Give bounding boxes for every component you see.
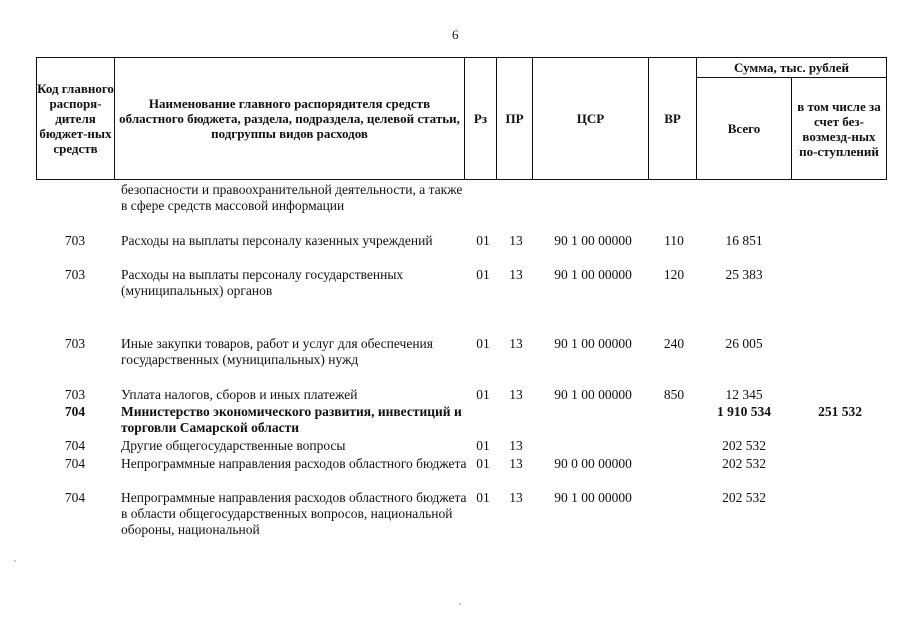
header-code: Код главного распоря-дителя бюджет-ных средств: [37, 81, 114, 156]
row-csr: 90 1 00 00000: [554, 387, 632, 402]
row-pr: 13: [509, 267, 523, 282]
row-code: 703: [64, 387, 86, 402]
header-border-right: [886, 57, 887, 180]
row-name: Иные закупки товаров, работ и услуг для обеспечения государственных (муниципальных) нужд: [121, 336, 433, 367]
row-vr: 240: [663, 336, 685, 351]
row-csr: 90 1 00 00000: [554, 490, 632, 505]
row-code: 704: [64, 404, 86, 419]
row-total: 25 383: [725, 267, 763, 282]
row-csr: 90 1 00 00000: [554, 336, 632, 351]
page-number: 6: [452, 27, 459, 42]
row-name: Непрограммные направления расходов областного бюджета в области общегосударственных вопросов, национальной обороны, национальной: [121, 490, 467, 537]
row-rz: 01: [476, 233, 490, 248]
row-name: Расходы на выплаты персоналу казенных учреждений: [121, 233, 433, 248]
row-name: безопасности и правоохранительной деятельности, а также в сфере средств массовой информации: [121, 182, 463, 213]
scan-speck: [14, 560, 16, 562]
row-csr: 90 1 00 00000: [554, 267, 632, 282]
row-rz: 01: [476, 490, 490, 505]
row-vr: 120: [663, 267, 685, 282]
header-total: Всего: [727, 121, 761, 136]
header-sum: Сумма, тыс. рублей: [734, 60, 849, 75]
row-pr: 13: [509, 438, 523, 453]
row-total: 12 345: [725, 387, 763, 402]
row-code: 704: [64, 438, 86, 453]
row-rz: 01: [476, 456, 490, 471]
row-total: 202 532: [722, 490, 766, 505]
row-name: Другие общегосударственные вопросы: [121, 438, 346, 453]
row-name: Уплата налогов, сборов и иных платежей: [121, 387, 358, 402]
row-pr: 13: [509, 387, 523, 402]
row-vr: 110: [664, 233, 684, 248]
row-name: Министерство экономического развития, инвестиций и торговли Самарской области: [121, 404, 462, 435]
row-rz: 01: [476, 438, 490, 453]
row-vr: 850: [663, 387, 685, 402]
row-pr: 13: [509, 336, 523, 351]
row-incl: 251 532: [818, 404, 862, 419]
row-pr: 13: [509, 490, 523, 505]
row-code: 703: [64, 336, 86, 351]
row-rz: 01: [476, 336, 490, 351]
row-pr: 13: [509, 233, 523, 248]
row-csr: 90 0 00 00000: [554, 456, 632, 471]
row-code: 704: [64, 490, 86, 505]
row-rz: 01: [476, 267, 490, 282]
header-pr: ПР: [505, 111, 524, 126]
row-total: 202 532: [722, 456, 766, 471]
row-code: 703: [64, 233, 86, 248]
row-code: 704: [64, 456, 86, 471]
row-total: 26 005: [725, 336, 763, 351]
row-rz: 01: [476, 387, 490, 402]
row-name: Расходы на выплаты персоналу государственных (муниципальных) органов: [121, 267, 404, 298]
table-header: [36, 57, 887, 180]
header-csr: ЦСР: [576, 111, 605, 126]
row-csr: 90 1 00 00000: [554, 233, 632, 248]
header-rz: Рз: [473, 111, 488, 126]
row-pr: 13: [509, 456, 523, 471]
header-incl: в том числе за счет без-возмезд-ных по-ступлений: [797, 98, 881, 159]
scan-speck: [459, 603, 461, 605]
row-code: 703: [64, 267, 86, 282]
row-name: Непрограммные направления расходов областного бюджета: [121, 456, 467, 471]
row-total: 1 910 534: [717, 404, 771, 419]
header-name: Наименование главного распорядителя средств областного бюджета, раздела, подраздела, целевой статьи, подгруппы видов расходов: [119, 96, 460, 141]
header-border-bottom: [36, 179, 887, 180]
row-total: 16 851: [725, 233, 763, 248]
row-total: 202 532: [722, 438, 766, 453]
header-vr: ВР: [664, 111, 681, 126]
